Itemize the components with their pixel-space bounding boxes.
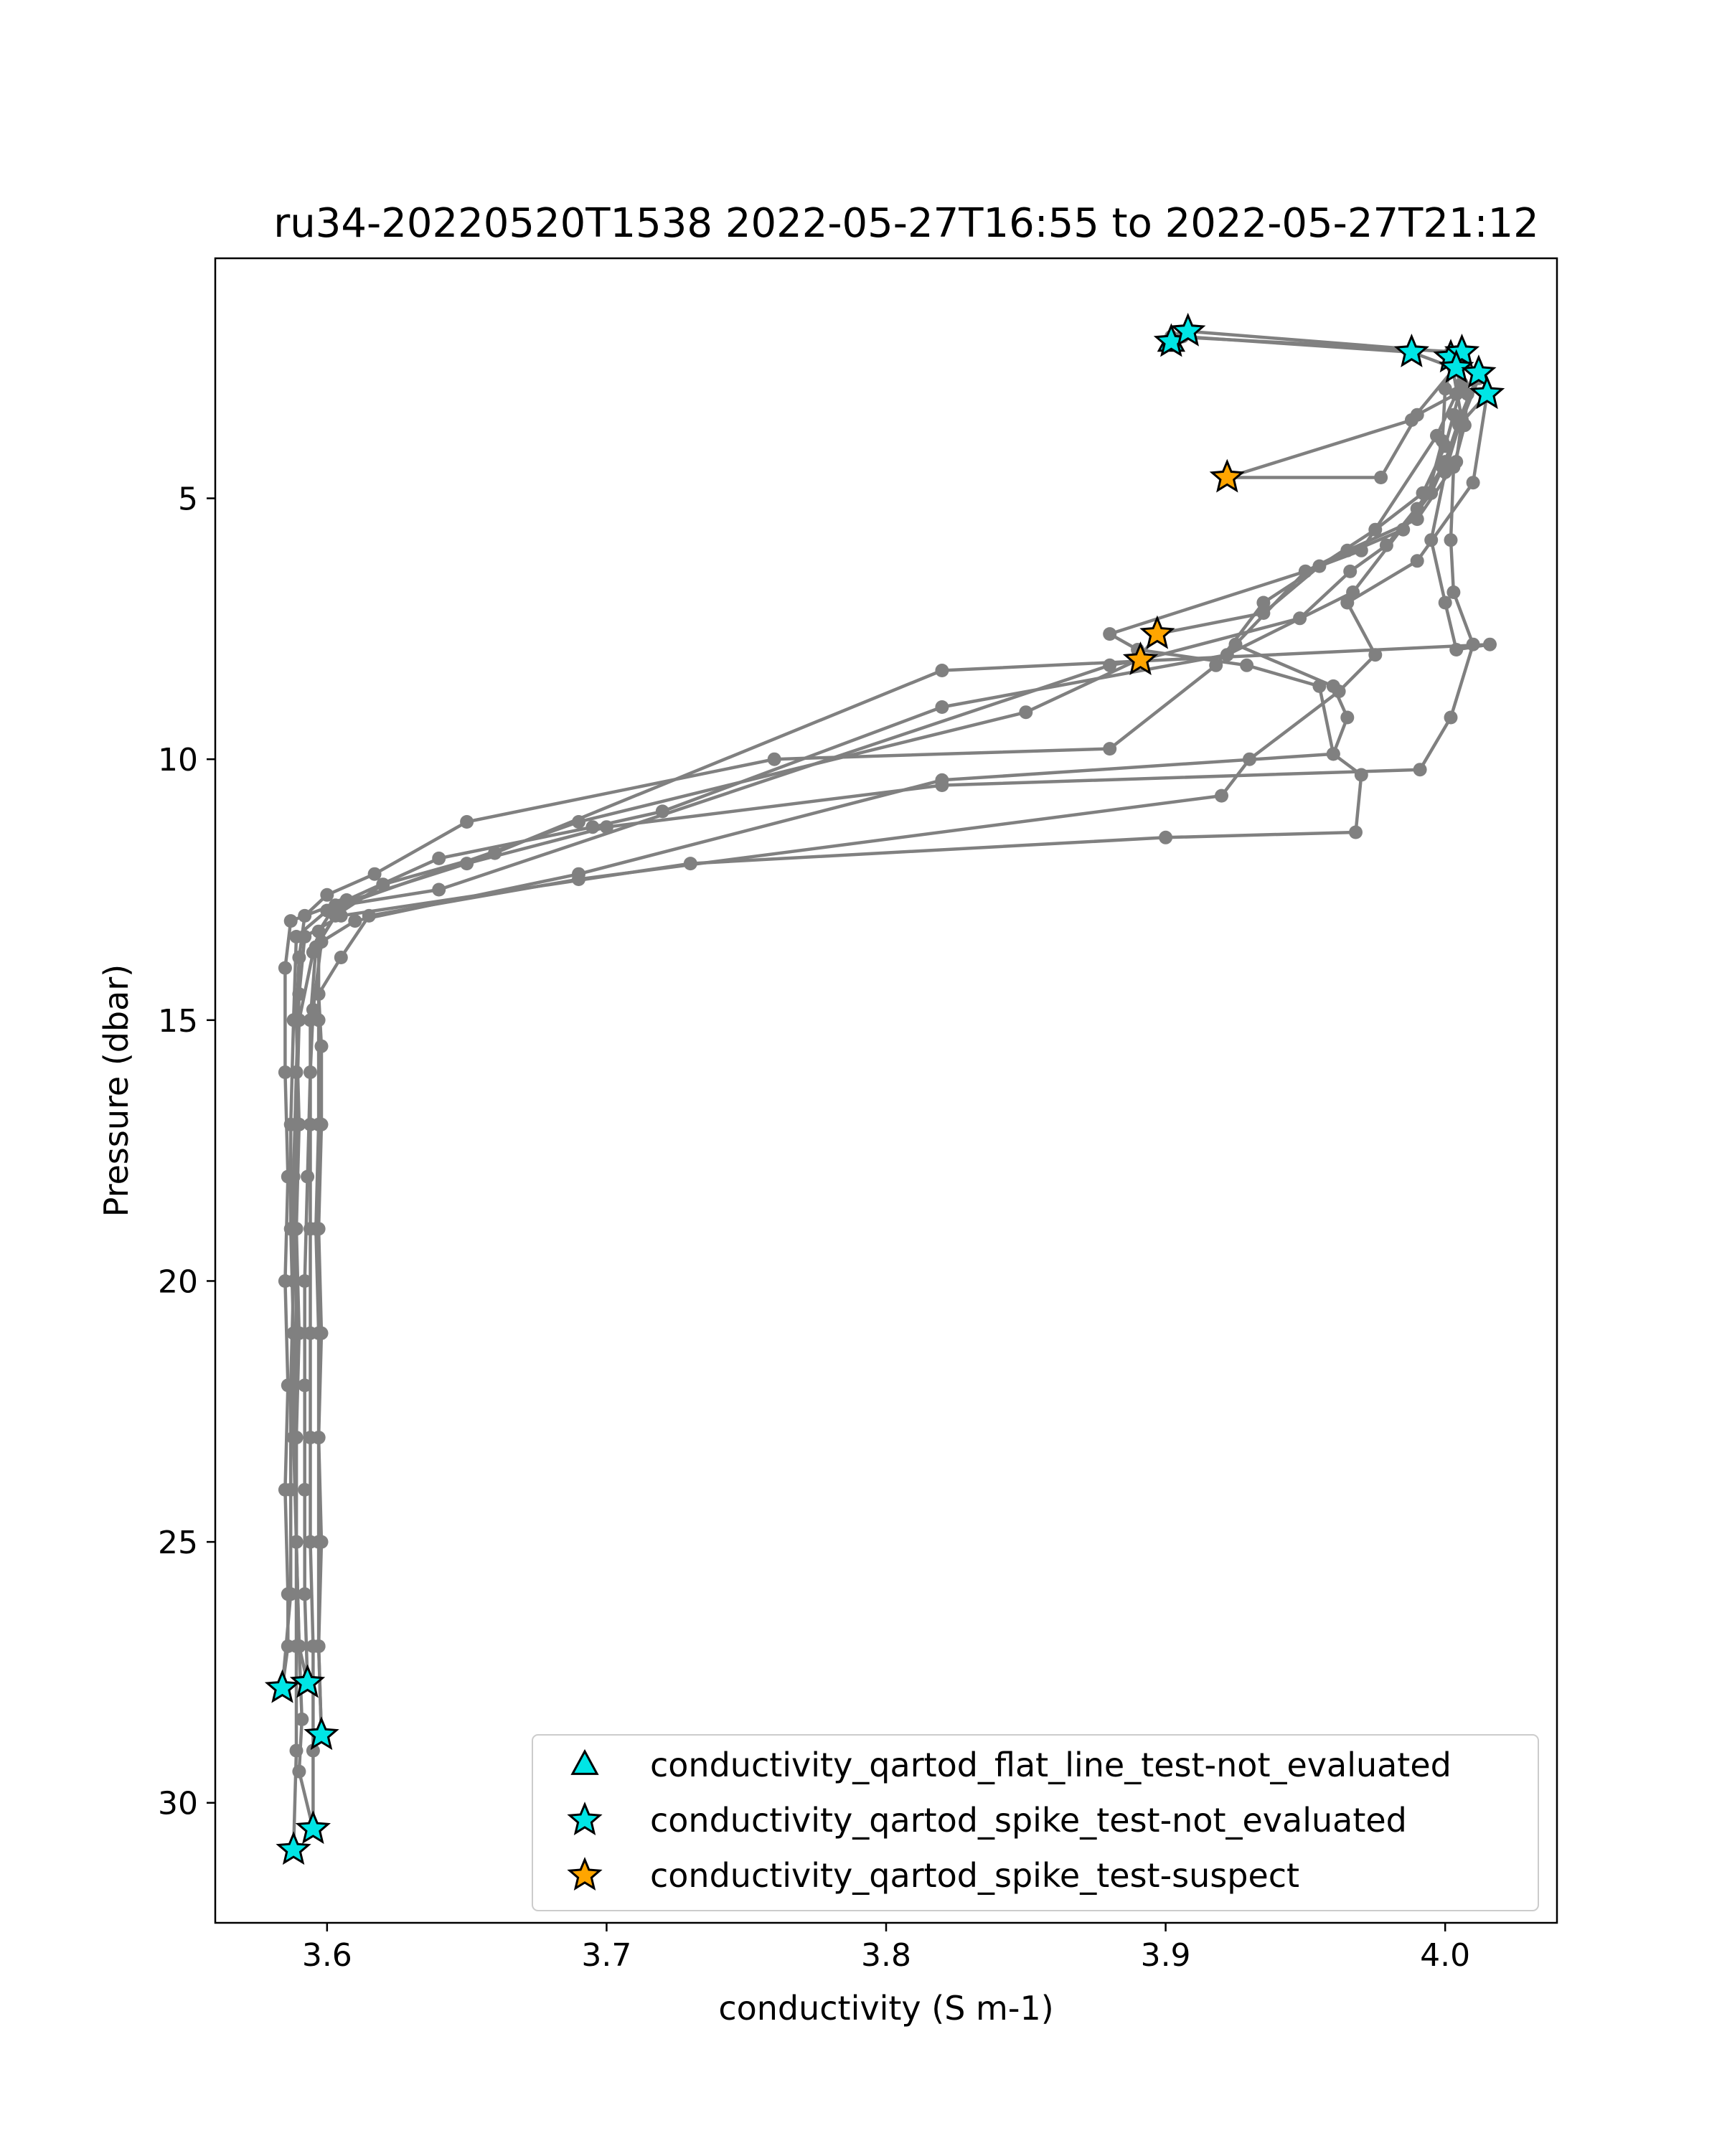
data-point bbox=[1467, 476, 1480, 489]
data-point bbox=[1436, 434, 1449, 448]
data-point bbox=[1240, 659, 1253, 672]
y-axis-label: Pressure (dbar) bbox=[97, 964, 136, 1218]
plot-frame bbox=[215, 258, 1557, 1923]
data-point bbox=[1405, 413, 1418, 427]
profile-line-8 bbox=[291, 394, 1457, 1829]
data-point bbox=[1421, 486, 1435, 500]
data-point bbox=[1243, 753, 1256, 766]
data-point bbox=[304, 1222, 317, 1235]
x-tick-label: 4.0 bbox=[1420, 1937, 1471, 1974]
profile-line-6 bbox=[319, 394, 1487, 1735]
data-point bbox=[768, 753, 781, 766]
y-axis-ticks bbox=[158, 481, 215, 1822]
legend bbox=[532, 1735, 1538, 1911]
data-point bbox=[290, 930, 304, 943]
data-point bbox=[1380, 539, 1393, 552]
data-point bbox=[304, 1327, 317, 1340]
data-point bbox=[935, 700, 949, 714]
data-point bbox=[1374, 471, 1388, 484]
y-tick-label: 25 bbox=[158, 1525, 198, 1562]
x-axis-label: conductivity (S m-1) bbox=[718, 1989, 1054, 2028]
data-point bbox=[284, 914, 298, 928]
flag-markers bbox=[268, 316, 1502, 1863]
data-point bbox=[1159, 831, 1172, 844]
legend-label: conductivity_qartod_flat_line_test-not_evaluated bbox=[650, 1746, 1452, 1784]
x-tick-label: 3.8 bbox=[861, 1937, 911, 1974]
data-point bbox=[572, 815, 585, 829]
data-point bbox=[315, 1040, 329, 1053]
data-point bbox=[935, 778, 949, 792]
spike-not-evaluated-marker bbox=[306, 1719, 337, 1748]
profile-line-1 bbox=[296, 336, 1462, 1682]
profile-line-4 bbox=[283, 357, 1462, 1688]
data-point bbox=[1444, 711, 1458, 725]
data-point bbox=[1439, 596, 1452, 610]
data-point bbox=[290, 1744, 304, 1758]
y-tick-label: 30 bbox=[158, 1785, 198, 1822]
data-point bbox=[460, 815, 474, 829]
data-point bbox=[290, 1535, 304, 1549]
data-point bbox=[1103, 627, 1116, 641]
data-point bbox=[1293, 611, 1307, 625]
data-point bbox=[935, 664, 949, 677]
data-point bbox=[432, 883, 446, 897]
data-point bbox=[278, 961, 292, 975]
profile-line-5 bbox=[316, 357, 1473, 1735]
data-point bbox=[1215, 789, 1228, 803]
data-point bbox=[290, 1639, 304, 1653]
data-point bbox=[287, 1170, 301, 1184]
data-point bbox=[1312, 560, 1326, 573]
profile-lines bbox=[276, 324, 1497, 1856]
data-point bbox=[290, 1118, 304, 1131]
data-point bbox=[1449, 643, 1463, 656]
data-point bbox=[334, 951, 348, 964]
y-tick-label: 5 bbox=[178, 481, 198, 518]
chart-title: ru34-20220520T1538 2022-05-27T16:55 to 2022-05-27T21:12 bbox=[273, 200, 1539, 247]
spike-not-evaluated-marker bbox=[1397, 336, 1427, 365]
data-point bbox=[1220, 648, 1234, 662]
data-point bbox=[432, 852, 446, 865]
profile-line-2 bbox=[305, 331, 1479, 1683]
data-point bbox=[304, 1118, 317, 1131]
data-point bbox=[304, 1535, 317, 1549]
y-tick-label: 15 bbox=[158, 1002, 198, 1040]
profile-line-3 bbox=[283, 336, 1479, 1688]
data-point bbox=[1411, 554, 1424, 568]
profile-line-7 bbox=[311, 394, 1490, 1829]
data-point bbox=[348, 914, 362, 928]
x-tick-label: 3.6 bbox=[301, 1937, 352, 1974]
profile-line-9 bbox=[1227, 352, 1459, 478]
data-point bbox=[1483, 638, 1497, 651]
data-point bbox=[306, 1639, 320, 1653]
data-point bbox=[1312, 679, 1326, 693]
data-point bbox=[1103, 742, 1116, 755]
data-point bbox=[1452, 418, 1466, 432]
y-tick-label: 20 bbox=[158, 1263, 198, 1301]
data-point bbox=[1413, 763, 1427, 776]
x-tick-label: 3.7 bbox=[581, 1937, 632, 1974]
data-point bbox=[301, 1170, 314, 1184]
data-point bbox=[298, 1587, 311, 1601]
spike-not-evaluated-marker bbox=[268, 1672, 298, 1701]
data-point bbox=[1332, 684, 1346, 698]
spike-suspect-marker bbox=[1212, 462, 1242, 491]
data-point bbox=[320, 904, 334, 918]
data-point bbox=[292, 1013, 306, 1027]
data-point bbox=[304, 1431, 317, 1444]
legend-label: conductivity_qartod_spike_test-not_evaluated bbox=[650, 1801, 1407, 1840]
data-point bbox=[1439, 382, 1452, 395]
data-point bbox=[1103, 659, 1116, 672]
profile-line-10 bbox=[293, 352, 1457, 1850]
x-axis-ticks bbox=[302, 1923, 1470, 1974]
y-tick-label: 10 bbox=[158, 742, 198, 779]
data-point bbox=[1327, 747, 1340, 761]
data-point bbox=[290, 1327, 304, 1340]
data-point bbox=[1343, 565, 1357, 578]
data-point bbox=[290, 1222, 304, 1235]
data-point bbox=[1256, 606, 1270, 620]
data-point bbox=[1444, 533, 1458, 547]
data-point bbox=[306, 946, 320, 959]
data-point bbox=[1355, 544, 1368, 557]
data-point bbox=[1340, 596, 1354, 610]
data-point bbox=[1349, 826, 1363, 839]
data-point bbox=[572, 872, 585, 886]
data-point bbox=[1019, 705, 1032, 719]
x-tick-label: 3.9 bbox=[1140, 1937, 1191, 1974]
data-point bbox=[1424, 533, 1438, 547]
data-point bbox=[1439, 466, 1452, 479]
data-point bbox=[1340, 711, 1354, 725]
spike-not-evaluated-marker bbox=[298, 1813, 328, 1842]
legend-label: conductivity_qartod_spike_test-suspect bbox=[650, 1856, 1300, 1895]
data-point bbox=[362, 909, 376, 923]
data-point bbox=[334, 898, 348, 912]
data-point bbox=[290, 1431, 304, 1444]
